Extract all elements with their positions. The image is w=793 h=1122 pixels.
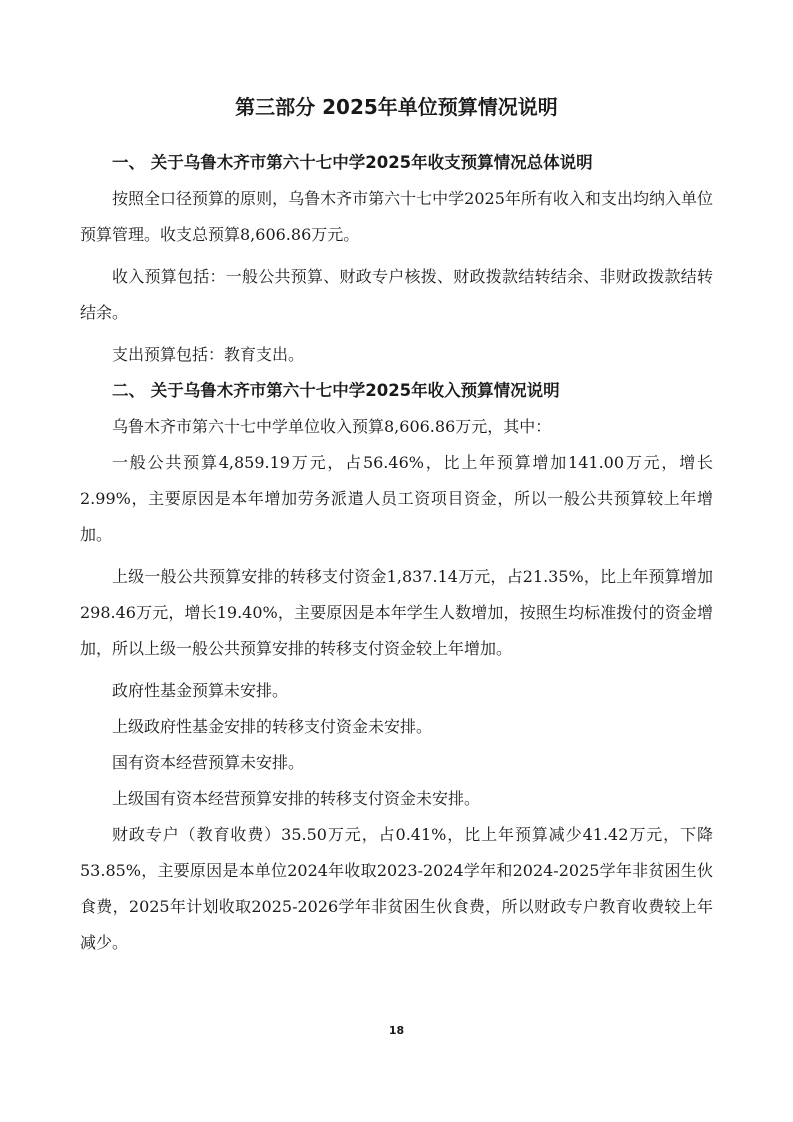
page-title: 第三部分 2025年单位预算情况说明 — [235, 95, 558, 119]
paragraph: 按照全口径预算的原则，乌鲁木齐市第六十七中学2025年所有收入和支出均纳入单位预算管理。收支总预算8,606.86万元。 — [80, 189, 713, 244]
paragraph: 政府性基金预算未安排。 — [112, 681, 289, 700]
section-heading-1: 一、 关于乌鲁木齐市第六十七中学2025年收支预算情况总体说明 — [112, 153, 593, 172]
paragraph: 上级国有资本经营预算安排的转移支付资金未安排。 — [112, 789, 481, 808]
paragraph: 一般公共预算4,859.19万元，占56.46%，比上年预算增加141.00万元，增长2.99%，主要原因是本年增加劳务派遣人员工资项目资金，所以一般公共预算较上年增加。 — [80, 453, 713, 544]
section-heading-2: 二、 关于乌鲁木齐市第六十七中学2025年收入预算情况说明 — [112, 381, 560, 400]
paragraph: 国有资本经营预算未安排。 — [112, 753, 305, 772]
paragraph: 财政专户（教育收费）35.50万元，占0.41%，比上年预算减少41.42万元，下降53.85%，主要原因是本单位2024年收取2023-2024学年和2024-2025学年非贫困生伙食费，2025年计划收取2025-2026学年非贫困生伙食费，所以财政专户教育收费较上年减少。 — [80, 825, 713, 952]
document-body — [80, 145, 713, 961]
page-number: 18 — [388, 1024, 405, 1037]
paragraph: 收入预算包括：一般公共预算、财政专户核拨、财政拨款结转结余、非财政拨款结转结余。 — [80, 267, 713, 322]
paragraph: 上级一般公共预算安排的转移支付资金1,837.14万元，占21.35%，比上年预算增加298.46万元，增长19.40%，主要原因是本年学生人数增加，按照生均标准拨付的资金增加，所以上级一般公共预算安排的转移支付资金较上年增加。 — [80, 567, 713, 658]
paragraph: 乌鲁木齐市第六十七中学单位收入预算8,606.86万元，其中： — [112, 417, 552, 436]
paragraph: 支出预算包括：教育支出。 — [112, 345, 305, 364]
paragraph: 上级政府性基金安排的转移支付资金未安排。 — [112, 717, 433, 736]
